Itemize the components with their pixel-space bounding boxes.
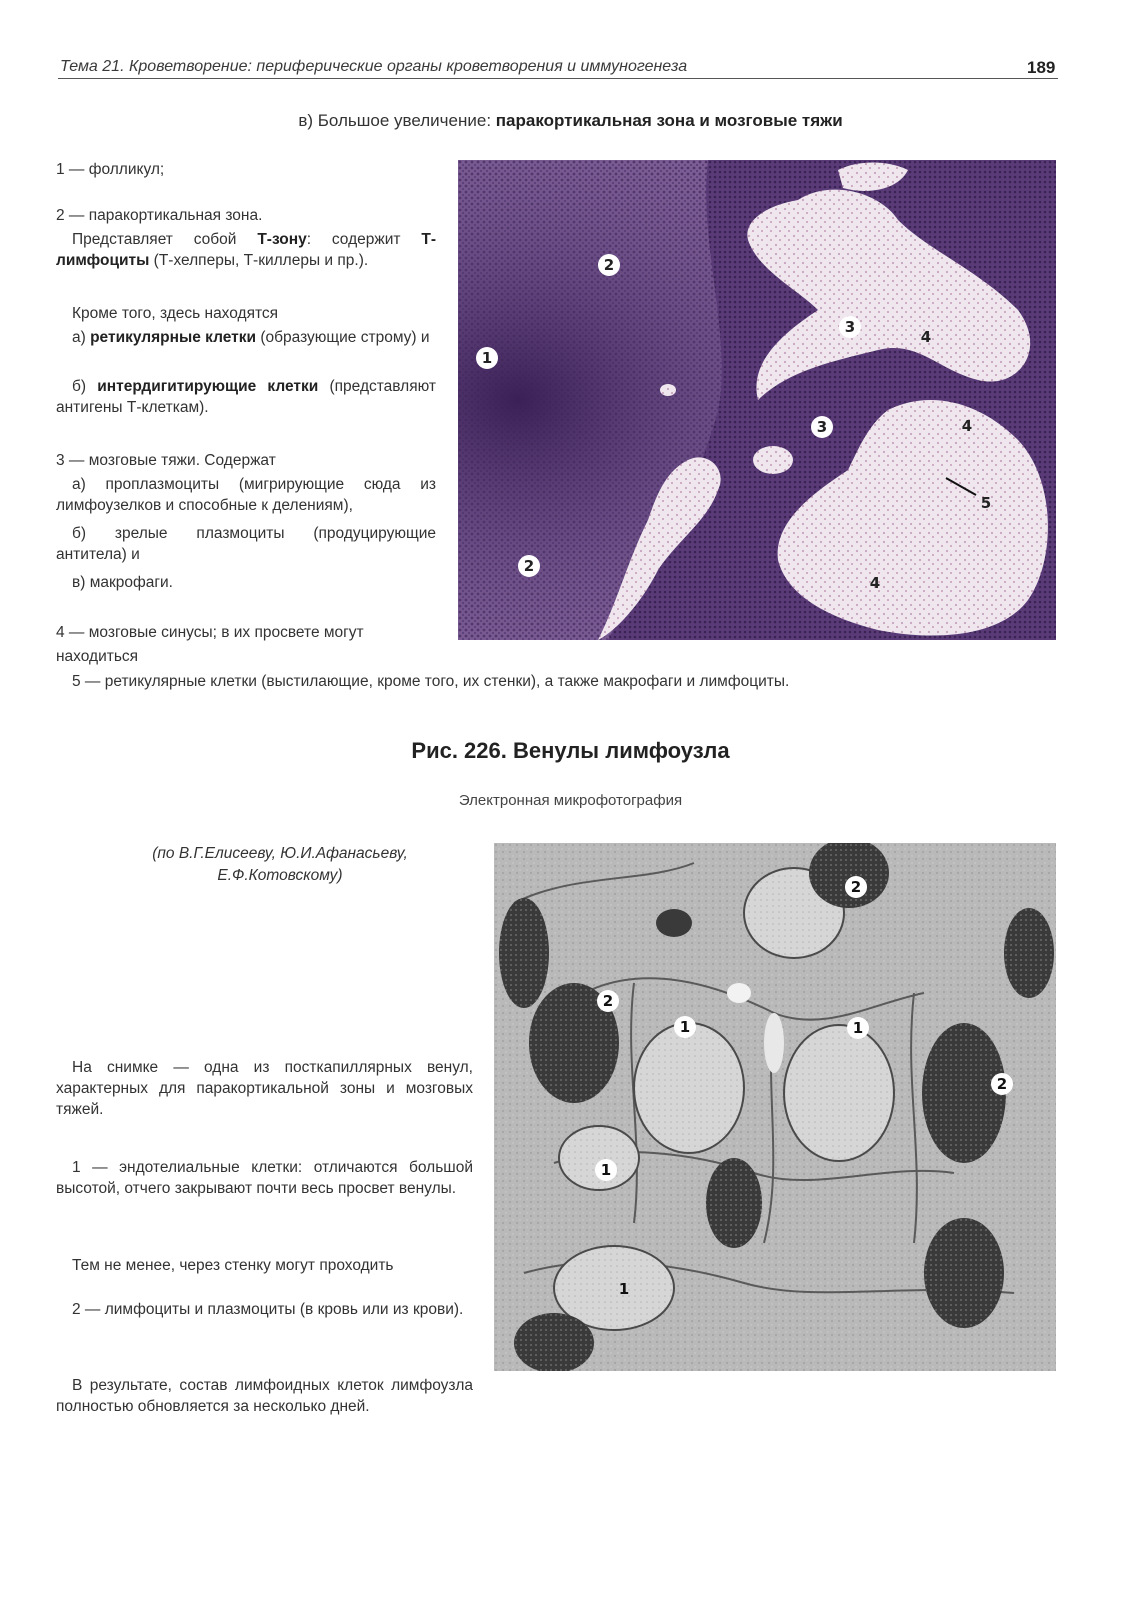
legend-item-5: 5 — ретикулярные клетки (выстилающие, кроме того, их стенки), а также макрофаги и лимфоциты. (72, 673, 790, 690)
legend-item-3: 3 — мозговые тяжи. Содержат (56, 452, 276, 469)
legend-paragraph-reticular (56, 327, 436, 348)
legend-item-1: 1 — фолликул; (56, 161, 165, 178)
figure-credit (95, 843, 465, 887)
figure-item-2: 2 — лимфоциты и плазмоциты (в кровь или из крови). (72, 1301, 464, 1318)
text-run: (Т-хелперы, Т-киллеры и пр.). (149, 252, 369, 269)
label-1: 1 (600, 1161, 612, 1179)
legend-paragraph-besides: Кроме того, здесь находятся (72, 305, 279, 322)
legend-item-3a: а) проплазмоциты (мигрирующие сюда из лимфоузелков и способные к делениям), (56, 476, 436, 514)
label-2: 2 (850, 878, 862, 896)
text-run: Представляет собой (72, 231, 258, 248)
label-2: 2 (602, 992, 614, 1010)
label-1: 1 (852, 1019, 864, 1037)
text-run: б) (72, 378, 98, 395)
legend-item-2: 2 — паракортикальная зона. (56, 207, 263, 224)
figure-conclusion: В результате, состав лимфоидных клеток лимфоузла полностью обновляется за несколько дней. (56, 1377, 473, 1415)
page-number: 189 (1027, 58, 1056, 77)
legend-item-4-cont: находиться (56, 648, 139, 665)
label-2: 2 (603, 256, 615, 274)
legend-item-3b: б) зрелые плазмоциты (продуцирующие антитела) и (56, 525, 436, 563)
label-4: 4 (961, 417, 973, 435)
label-1: 1 (618, 1280, 630, 1298)
credit-line: Е.Ф.Котовскому) (217, 867, 343, 884)
figure-item-1: 1 — эндотелиальные клетки: отличаются большой высотой, отчего закрывают почти весь просвет венулы. (56, 1159, 473, 1197)
histology-micrograph (458, 160, 1056, 640)
label-3: 3 (844, 318, 856, 336)
figure-paragraph: Тем не менее, через стенку могут проходить (72, 1257, 394, 1274)
text-bold: Т-лимфоциты (56, 231, 436, 269)
text-run: : содержит (306, 231, 422, 248)
figure-subtitle: Электронная микрофотография (458, 792, 683, 809)
running-header-title: Тема 21. Кроветворение: периферические органы кроветворения и иммуногенеза (60, 58, 688, 75)
text-run: (образующие строму) и (256, 329, 430, 346)
legend-paragraph-interdigitating (56, 376, 436, 418)
section-subtitle (0, 111, 1141, 131)
label-2: 2 (996, 1075, 1008, 1093)
label-4: 4 (920, 328, 932, 346)
electron-micrograph (494, 843, 1056, 1371)
text-run: (представляют антигены Т-клеткам). (56, 378, 436, 416)
text-bold: Т-зону (257, 231, 307, 248)
label-4: 4 (869, 574, 881, 592)
credit-line: (по В.Г.Елисееву, Ю.И.Афанасьеву, (152, 845, 408, 862)
subtitle-bold: паракортикальная зона и мозговые тяжи (495, 111, 843, 130)
label-1: 1 (679, 1018, 691, 1036)
text-bold: ретикулярные клетки (90, 329, 257, 346)
text-run: а) (72, 329, 91, 346)
header-rule (58, 78, 1058, 79)
histology-image (458, 160, 1056, 640)
legend-paragraph-tzone (56, 229, 436, 271)
label-1: 1 (481, 349, 493, 367)
label-2: 2 (523, 557, 535, 575)
legend-item-3c: в) макрофаги. (72, 574, 173, 591)
electron-image (494, 843, 1056, 1371)
label-5: 5 (980, 494, 992, 512)
subtitle-prefix: в) Большое увеличение: (298, 111, 496, 130)
legend-item-4: 4 — мозговые синусы; в их просвете могут (56, 624, 364, 641)
figure-description: На снимке — одна из посткапиллярных венул, характерных для паракортикальной зоны и мозговых тяжей. (56, 1059, 473, 1118)
text-bold: интердигитирующие клетки (97, 378, 319, 395)
label-3: 3 (816, 418, 828, 436)
figure-title: Рис. 226. Венулы лимфоузла (411, 738, 730, 763)
